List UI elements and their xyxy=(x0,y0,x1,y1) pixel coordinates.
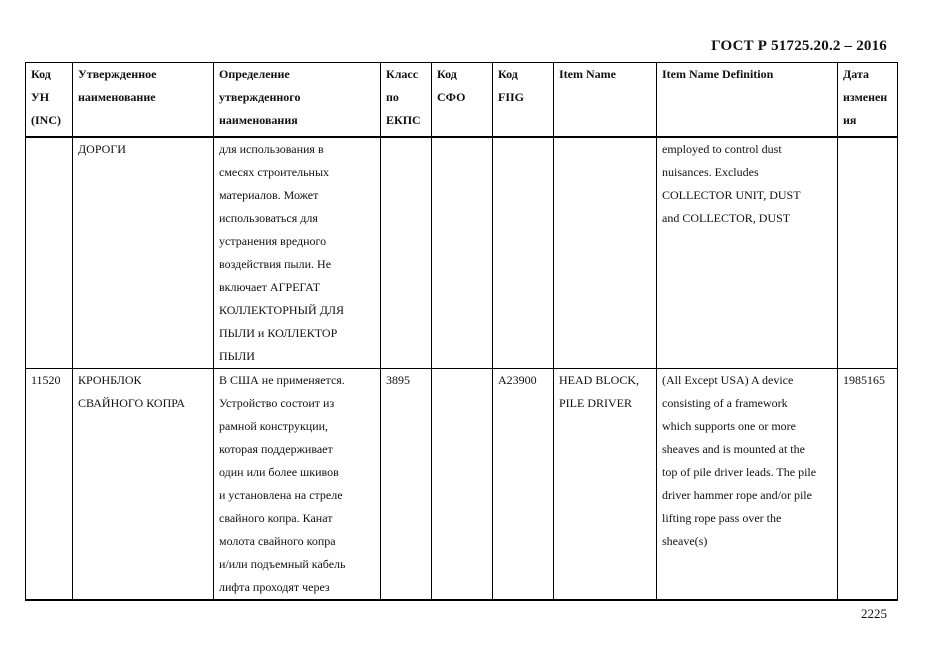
header-approved-name xyxy=(73,63,214,137)
cell-line: материалов. Может xyxy=(219,187,319,202)
cell-line: nuisances. Excludes xyxy=(662,164,759,179)
cell-definition xyxy=(214,137,381,369)
cell-line: employed to control dust xyxy=(662,141,782,156)
cell-sfo xyxy=(432,137,493,369)
cell-line: sheave(s) xyxy=(662,533,708,548)
cell-line: КРОНБЛОК xyxy=(78,372,142,387)
cell-change-date xyxy=(838,368,898,600)
cell-line: СВАЙНОГО КОПРА xyxy=(78,395,186,410)
header-item-definition xyxy=(657,63,838,137)
header-line: FIIG xyxy=(498,90,525,104)
cell-fiig xyxy=(493,368,554,600)
cell-inc xyxy=(26,137,73,369)
header-line: Утвержденное xyxy=(78,67,157,81)
cell-class xyxy=(381,137,432,369)
cell-definition xyxy=(214,368,381,600)
header-item-name xyxy=(554,63,657,137)
table-row xyxy=(26,137,898,369)
cell-sfo xyxy=(432,368,493,600)
header-line: Код xyxy=(437,67,457,81)
cell-line: которая поддерживает xyxy=(219,441,333,456)
header-line: Item Name xyxy=(559,67,616,81)
cell-approved-name xyxy=(73,368,214,600)
header-line: Класс xyxy=(386,67,419,81)
catalog-table xyxy=(25,62,898,601)
header-line: наименование xyxy=(78,90,156,104)
cell-line: и установлена на стреле xyxy=(219,487,343,502)
header-line: (INC) xyxy=(31,113,61,127)
cell-line: ПЫЛИ и КОЛЛЕКТОР xyxy=(219,325,338,340)
cell-item-name xyxy=(554,137,657,369)
header-line: Код xyxy=(31,67,51,81)
cell-line: и/или подъемный кабель xyxy=(219,556,346,571)
cell-value: 1985165 xyxy=(843,372,885,387)
header-line: ЕКПС xyxy=(386,113,421,127)
cell-line: воздействия пыли. Не xyxy=(219,256,332,271)
header-line: ия xyxy=(843,113,857,127)
table-header-row xyxy=(26,63,898,137)
cell-line: Устройство состоит из xyxy=(219,395,335,410)
cell-value: 3895 xyxy=(386,372,410,387)
cell-line: рамной конструкции, xyxy=(219,418,329,433)
table-body xyxy=(26,137,898,601)
cell-line: top of pile driver leads. The pile xyxy=(662,464,817,479)
cell-line: sheaves and is mounted at the xyxy=(662,441,805,456)
cell-line: and COLLECTOR, DUST xyxy=(662,210,791,225)
cell-line: использоваться для xyxy=(219,210,318,225)
cell-class xyxy=(381,368,432,600)
cell-line: consisting of a framework xyxy=(662,395,788,410)
cell-change-date xyxy=(838,137,898,369)
header-class xyxy=(381,63,432,137)
header-sfo xyxy=(432,63,493,137)
cell-item-definition xyxy=(657,368,838,600)
header-line: изменен xyxy=(843,90,888,104)
cell-item-definition xyxy=(657,137,838,369)
cell-line: ПЫЛИ xyxy=(219,348,255,363)
cell-line: (All Except USA) A device xyxy=(662,372,794,387)
cell-line: PILE DRIVER xyxy=(559,395,632,410)
cell-line: which supports one or more xyxy=(662,418,796,433)
cell-inc xyxy=(26,368,73,600)
cell-line: КОЛЛЕКТОРНЫЙ ДЛЯ xyxy=(219,302,345,317)
cell-approved-name xyxy=(73,137,214,369)
cell-line: включает АГРЕГАТ xyxy=(219,279,321,294)
header-line: Дата xyxy=(843,67,869,81)
header-inc xyxy=(26,63,73,137)
cell-line: один или более шкивов xyxy=(219,464,339,479)
cell-line: устранения вредного xyxy=(219,233,327,248)
header-line: наименования xyxy=(219,113,298,127)
header-line: по xyxy=(386,90,399,104)
header-line: Item Name Definition xyxy=(662,67,774,81)
document-standard-header: ГОСТ Р 51725.20.2 – 2016 xyxy=(711,38,887,54)
cell-fiig xyxy=(493,137,554,369)
page-number: 2225 xyxy=(861,606,887,621)
header-line: утвержденного xyxy=(219,90,301,104)
cell-line: для использования в xyxy=(219,141,324,156)
cell-value: A23900 xyxy=(498,372,537,387)
cell-line: молота свайного копра xyxy=(219,533,336,548)
cell-item-name xyxy=(554,368,657,600)
header-fiig xyxy=(493,63,554,137)
cell-line: COLLECTOR UNIT, DUST xyxy=(662,187,801,202)
table-row xyxy=(26,368,898,600)
cell-line: ДОРОГИ xyxy=(78,141,126,156)
header-line: Определение xyxy=(219,67,290,81)
cell-line: HEAD BLOCK, xyxy=(559,372,639,387)
header-change-date xyxy=(838,63,898,137)
cell-line: В США не применяется. xyxy=(219,372,345,387)
cell-line: лифта проходят через xyxy=(219,579,330,594)
header-line: СФО xyxy=(437,90,466,104)
cell-line: lifting rope pass over the xyxy=(662,510,782,525)
cell-line: свайного копра. Канат xyxy=(219,510,333,525)
header-definition xyxy=(214,63,381,137)
header-line: Код xyxy=(498,67,518,81)
header-line: УН xyxy=(31,90,50,104)
cell-value: 11520 xyxy=(31,372,61,387)
cell-line: driver hammer rope and/or pile xyxy=(662,487,812,502)
cell-line: смесях строительных xyxy=(219,164,330,179)
